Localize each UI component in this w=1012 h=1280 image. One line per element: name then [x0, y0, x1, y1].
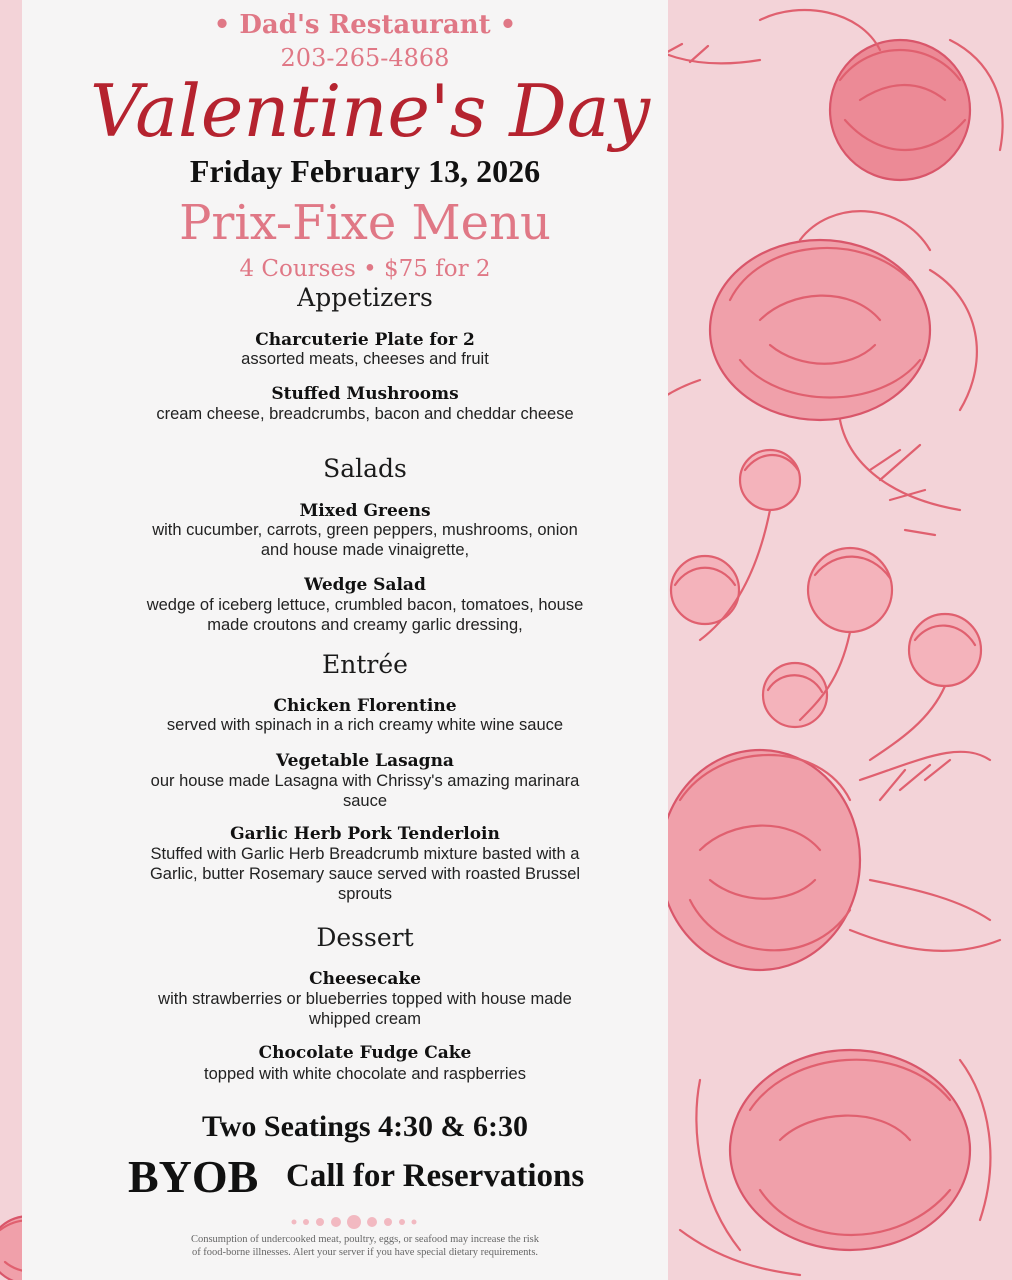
- dish-desc: whipped cream: [309, 1010, 421, 1028]
- menu-name: Prix-Fixe Menu: [179, 195, 551, 251]
- dish-desc: made croutons and creamy garlic dressing,: [207, 616, 523, 634]
- section-title-salads: Salads: [323, 454, 407, 483]
- dot-divider: [290, 1212, 420, 1232]
- dish-desc: Garlic, butter Rosemary sauce served with roasted Brussel: [149, 865, 581, 883]
- courses-price: 4 Courses • $75 for 2: [239, 256, 491, 282]
- dish-desc: Stuffed with Garlic Herb Breadcrumb mixture basted with a: [150, 845, 580, 863]
- dish-name: Charcuterie Plate for 2: [255, 330, 475, 350]
- page-title: Valentine's Day: [90, 69, 652, 153]
- section-title-dessert: Dessert: [316, 923, 414, 952]
- reservations-label: Call for Reservations: [286, 1158, 585, 1194]
- dish-desc: sprouts: [337, 885, 393, 903]
- dish-desc: served with spinach in a rich creamy white wine sauce: [166, 716, 564, 734]
- restaurant-phone: 203-265-4868: [280, 44, 450, 72]
- dish-name: Mixed Greens: [299, 501, 431, 521]
- dish-desc: cream cheese, breadcrumbs, bacon and cheddar cheese: [156, 405, 574, 423]
- dish-desc: topped with white chocolate and raspberries: [204, 1065, 526, 1083]
- byob-label: BYOB: [128, 1151, 259, 1202]
- dish-desc: with cucumber, carrots, green peppers, mushrooms, onion: [152, 521, 578, 539]
- dish-name: Garlic Herb Pork Tenderloin: [230, 824, 500, 844]
- disclaimer-line: Consumption of undercooked meat, poultry, eggs, or seafood may increase the risk: [190, 1234, 540, 1245]
- event-date: Friday February 13, 2026: [189, 153, 541, 189]
- section-title-entree: Entrée: [322, 650, 408, 679]
- dish-name: Stuffed Mushrooms: [271, 384, 459, 404]
- dish-name: Cheesecake: [309, 969, 421, 989]
- seatings-info: Two Seatings 4:30 & 6:30: [201, 1110, 529, 1143]
- dish-name: Chocolate Fudge Cake: [258, 1043, 472, 1063]
- dish-desc: sauce: [342, 792, 388, 810]
- restaurant-name: • Dad's Restaurant •: [213, 10, 517, 40]
- dish-desc: and house made vinaigrette,: [260, 541, 470, 559]
- title-script: [80, 58, 680, 168]
- dish-name: Wedge Salad: [304, 575, 426, 595]
- dish-desc: our house made Lasagna with Chrissy's amazing marinara: [150, 772, 580, 790]
- dish-desc: assorted meats, cheeses and fruit: [241, 350, 489, 368]
- disclaimer-line: of food-borne illnesses. Alert your server if you have special dietary requirements.: [191, 1247, 539, 1258]
- dish-desc: wedge of iceberg lettuce, crumbled bacon, tomatoes, house: [146, 596, 584, 614]
- section-title-appetizers: Appetizers: [297, 283, 433, 312]
- dish-name: Chicken Florentine: [273, 696, 457, 716]
- dish-desc: with strawberries or blueberries topped with house made: [158, 990, 572, 1008]
- dish-name: Vegetable Lasagna: [276, 751, 454, 771]
